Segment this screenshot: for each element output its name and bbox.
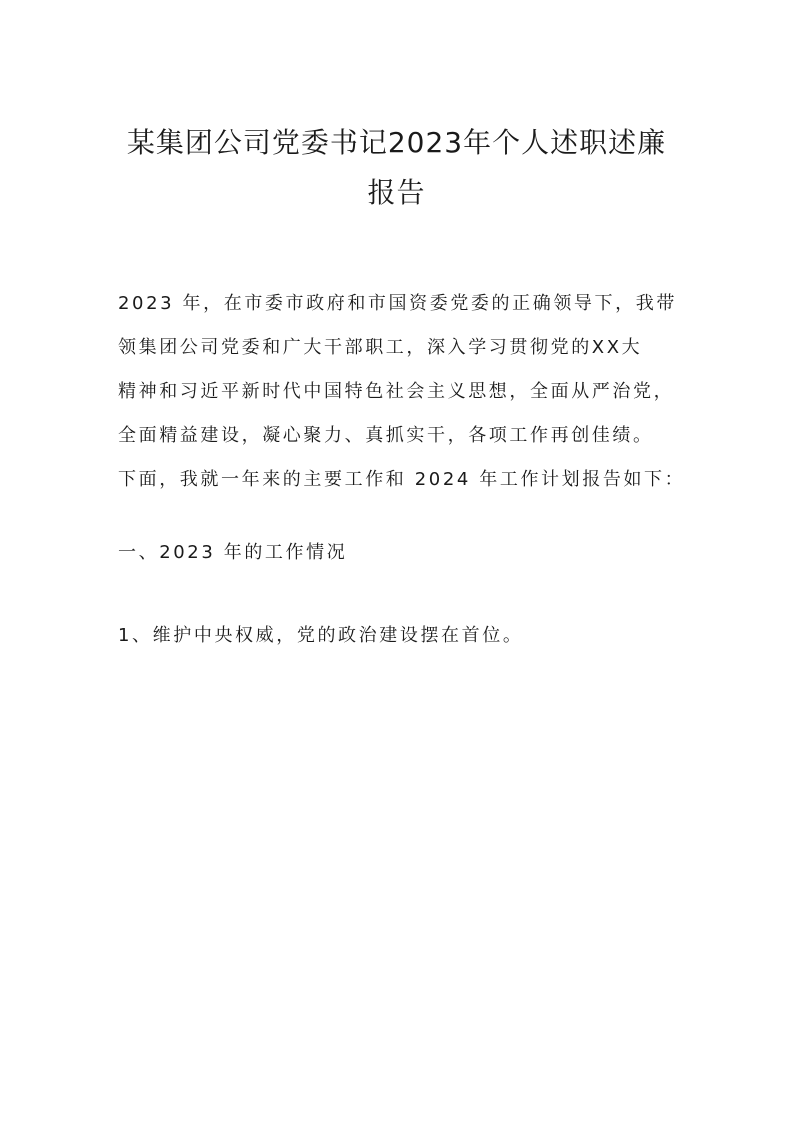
intro-line-5: 下面，我就一年来的主要工作和 2024 年工作计划报告如下： xyxy=(118,469,686,490)
section-heading: 一、2023 年的工作情况 xyxy=(118,542,348,563)
intro-line-1: 2023 年，在市委市政府和市国资委党委的正确领导下，我带 xyxy=(118,293,677,314)
intro-line-3: 精神和习近平新时代中国特色社会主义思想，全面从严治党， xyxy=(118,381,675,402)
intro-line-2: 领集团公司党委和广大干部职工，深入学习贯彻党的XX大 xyxy=(118,337,643,358)
intro-line-4: 全面精益建设，凝心聚力、真抓实干，各项工作再创佳绩。 xyxy=(118,425,654,446)
title-line-1: 某集团公司党委书记2023年个人述职述廉 xyxy=(126,126,667,159)
title-line-2: 报告 xyxy=(367,176,426,209)
document-title xyxy=(80,118,713,218)
subsection-heading: 1、维护中央权威，党的政治建设摆在首位。 xyxy=(118,625,524,646)
